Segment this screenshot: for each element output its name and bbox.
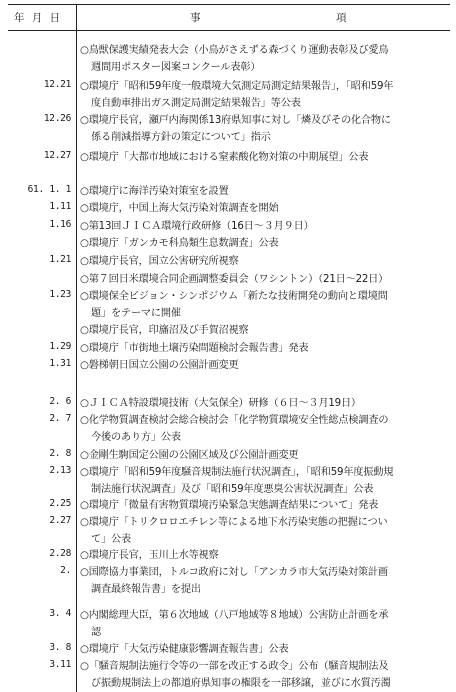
event-line: ○環境保全ビジョン・シンポジウム「新たな技術開発の動向と環境問 bbox=[80, 291, 388, 302]
event-line: 認 bbox=[91, 627, 101, 638]
row-date: 2. 7 bbox=[49, 413, 71, 424]
event-line: ○環境庁「昭和59年度一般環境大気測定局測定結果報告」，「昭和59年 bbox=[80, 81, 394, 92]
header-event-column-right: 項 bbox=[336, 12, 349, 24]
row-date: 2.28 bbox=[49, 548, 71, 559]
event-line: ○環境庁長官，玉川上水等視察 bbox=[80, 550, 219, 561]
event-line: ○「騒音規制法施行令等の一部を改正する政令」公布（騒音規制法及 bbox=[80, 661, 389, 672]
row-date: 1.29 bbox=[49, 341, 71, 352]
row-date: 1.11 bbox=[49, 201, 71, 212]
event-line: ○化学物質調査検討会総合検討会「化学物質環境安全性総点検調査の bbox=[80, 415, 389, 426]
row-date: 2. bbox=[60, 565, 71, 576]
row-date: 3. 8 bbox=[49, 642, 71, 653]
row-date: 2. 6 bbox=[49, 396, 71, 407]
event-line: 今後のあり方」公表 bbox=[91, 432, 181, 443]
row-event bbox=[80, 322, 442, 339]
row-event bbox=[80, 340, 442, 357]
event-line: ○第７回日米環境合同企画調整委員会（ワシントン）（21日～22日） bbox=[80, 274, 389, 285]
event-line: ○環境庁「昭和59年度騒音規制法施行状況調査」，「昭和59年度振動規 bbox=[80, 467, 394, 478]
event-line: ○環境庁，中国上海大気汚染対策調査を開始 bbox=[80, 203, 279, 214]
event-line: ○第13回ＪＩＣＡ環境行政研修（16日～３月９日） bbox=[80, 221, 314, 232]
event-line: て」公表 bbox=[91, 534, 131, 545]
row-event bbox=[80, 412, 442, 446]
column-divider bbox=[76, 4, 77, 692]
row-event bbox=[80, 547, 442, 564]
row-event bbox=[80, 357, 442, 374]
row-event bbox=[80, 288, 442, 322]
event-line: ○環境庁「トリクロロエチレン等による地下水汚染実態の把握につい bbox=[80, 517, 388, 528]
header-event-column-left: 事 bbox=[190, 12, 203, 24]
event-line: ○環境庁長官，瀬戸内海関係13府県知事に対し「燐及びその化合物に bbox=[80, 115, 391, 126]
event-line: ○金剛生駒国定公園の公園区域及び公園計画変更 bbox=[80, 450, 299, 461]
event-line: ○ＪＩＣＡ特設環境技術（大気保全）研修（６日～３月19日） bbox=[80, 398, 361, 409]
event-line: 週間用ポスター図案コンクール表彰） bbox=[91, 62, 261, 73]
header-bottom-rule bbox=[8, 30, 450, 31]
event-line: ○鳥獣保護実績発表大会（小鳥がさえずる森づくり運動表彰及び愛鳥 bbox=[80, 45, 389, 56]
row-event bbox=[80, 641, 442, 658]
event-line: び振動規制法上の都道府県知事の権限を一部移譲，並びに水質汚濁 bbox=[91, 678, 391, 689]
row-event bbox=[80, 218, 442, 235]
row-date: 12.21 bbox=[43, 79, 71, 90]
row-date: 3. 4 bbox=[49, 608, 71, 619]
row-date: 2.27 bbox=[49, 515, 71, 526]
event-line: ○環境庁に海洋汚染対策室を設置 bbox=[80, 186, 229, 197]
event-line: ○内閣総理大臣，第６次地域（八戸地域等８地域）公害防止計画を承 bbox=[80, 610, 389, 621]
event-line: 係る削減指導方針の策定について」指示 bbox=[91, 132, 271, 143]
row-date: 12.27 bbox=[43, 150, 71, 161]
event-line: 度自動車排出ガス測定局測定結果報告」等公表 bbox=[91, 98, 301, 109]
event-line: ○環境庁「市街地土壌汚染問題検討会報告書」発表 bbox=[80, 343, 309, 354]
event-line: ○環境庁「微量有害物質環境汚染緊急実態調査結果について」発表 bbox=[80, 500, 379, 511]
row-event bbox=[80, 78, 442, 112]
row-date: 2.13 bbox=[49, 465, 71, 476]
event-line: ○磐梯朝日国立公園の公園計画変更 bbox=[80, 360, 239, 371]
row-date: 2.25 bbox=[49, 498, 71, 509]
row-event bbox=[80, 564, 442, 598]
row-event bbox=[80, 183, 442, 200]
row-event bbox=[80, 200, 442, 217]
header-date-column: 年 月 日 bbox=[14, 12, 63, 24]
event-line: ○環境庁「大気汚染健康影響調査報告書」公表 bbox=[80, 644, 289, 655]
row-event bbox=[80, 271, 442, 288]
row-event bbox=[80, 149, 442, 166]
row-event bbox=[80, 497, 442, 514]
row-date: 2. 8 bbox=[49, 448, 71, 459]
row-event bbox=[80, 253, 442, 270]
event-line: ○環境庁長官，印旛沼及び手賀沼視察 bbox=[80, 325, 249, 336]
row-event bbox=[80, 607, 442, 641]
event-line: ○環境庁長官，国立公害研究所視察 bbox=[80, 256, 239, 267]
row-event bbox=[80, 514, 442, 548]
header-top-rule bbox=[8, 4, 450, 5]
row-event bbox=[80, 395, 442, 412]
row-event bbox=[80, 447, 442, 464]
row-date: 61. 1. 1 bbox=[27, 184, 71, 195]
row-event bbox=[80, 658, 442, 692]
row-date: 1.21 bbox=[49, 254, 71, 265]
event-line: 調査最終報告書」を提出 bbox=[91, 584, 201, 595]
row-date: 1.16 bbox=[49, 219, 71, 230]
event-line: ○環境庁「ガンカモ科鳥類生息数調査」公表 bbox=[80, 238, 279, 249]
row-date: 3.11 bbox=[49, 659, 71, 670]
row-event bbox=[80, 42, 442, 76]
row-event bbox=[80, 464, 442, 498]
row-date: 1.23 bbox=[49, 289, 71, 300]
event-line: ○国際協力事業団，トルコ政府に対し「アンカラ市大気汚染対策計画 bbox=[80, 567, 388, 578]
event-line: 制法施行状況調査」及び「昭和59年度悪臭公害状況調査」公表 bbox=[91, 484, 374, 495]
row-event bbox=[80, 235, 442, 252]
event-line: ○環境庁「大都市地域における窒素酸化物対策の中期展望」公表 bbox=[80, 152, 369, 163]
row-date: 12.26 bbox=[43, 113, 71, 124]
event-line: 題」をテーマに開催 bbox=[91, 308, 181, 319]
row-event bbox=[80, 112, 442, 146]
row-date: 1.31 bbox=[49, 358, 71, 369]
